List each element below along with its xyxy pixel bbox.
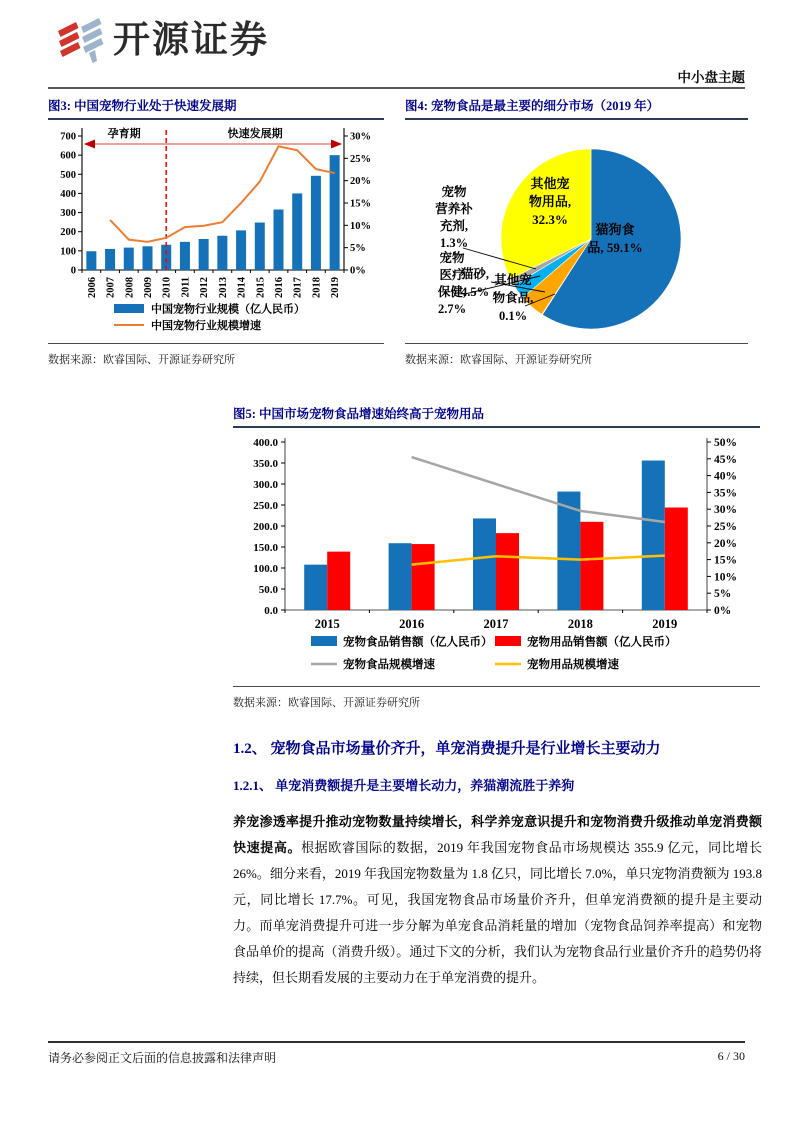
svg-text:15%: 15% <box>350 198 371 210</box>
svg-text:0: 0 <box>70 265 76 277</box>
svg-text:0%: 0% <box>714 605 732 617</box>
svg-text:2010: 2010 <box>161 277 173 298</box>
body-paragraph <box>233 809 762 991</box>
svg-text:中国宠物行业规模增速: 中国宠物行业规模增速 <box>151 320 261 332</box>
svg-text:45%: 45% <box>714 453 737 466</box>
paragraph-rest: 根据欧睿国际的数据，2019 年我国宠物食品市场规模达 355.9 亿元，同比增长 26%。细分来看，2019 年我国宠物数量为 1.8 亿只，同比增长 7.0%，单只宠物消费额为 193.8 元，同比增长 17.7%。可见，我国宠物食品市场量价齐升，但单宠消费额的提升是主要动力。而单宠消费提升可进一步分解为单宠食品消耗量的增加（宠物食品饲养率提高）和宠物食品单价的提高（消费升级）。通过下文的分析，我们认为宠物食品行业量价齐升的趋势仍将持续，但长期看发展的主要动力在于单宠消费的提升。 <box>233 840 762 985</box>
svg-text:2011: 2011 <box>180 277 192 298</box>
svg-text:0.1%: 0.1% <box>498 309 528 323</box>
figure-3-source: 数据来源：欧睿国际、开源证券研究所 <box>48 343 384 367</box>
svg-text:2013: 2013 <box>217 277 229 298</box>
svg-text:猫砂,: 猫砂, <box>460 267 490 281</box>
svg-text:20%: 20% <box>350 176 371 188</box>
svg-text:物食品,: 物食品, <box>492 291 534 305</box>
footer-page-number: 6 / 30 <box>717 1049 745 1063</box>
svg-text:2008: 2008 <box>124 277 136 298</box>
figure-4-title: 图4: 宠物食品是最主要的细分市场（2019 年） <box>405 95 748 120</box>
fig5-chart <box>233 430 760 683</box>
svg-text:100.0: 100.0 <box>253 563 278 575</box>
header-rule <box>48 87 745 89</box>
svg-text:2009: 2009 <box>143 277 154 298</box>
svg-text:宠物: 宠物 <box>441 185 467 199</box>
svg-text:宠物食品销售额（亿人民币）: 宠物食品销售额（亿人民币） <box>343 636 493 649</box>
svg-text:充剂,: 充剂, <box>439 219 469 233</box>
svg-text:200.0: 200.0 <box>253 521 278 533</box>
svg-text:2012: 2012 <box>199 277 211 298</box>
svg-text:10%: 10% <box>714 571 737 584</box>
svg-text:400: 400 <box>60 188 76 200</box>
svg-text:2.7%: 2.7% <box>437 302 467 316</box>
figure-4-source: 数据来源：欧睿国际、开源证券研究所 <box>405 343 748 367</box>
svg-text:150.0: 150.0 <box>253 542 278 554</box>
svg-text:2016: 2016 <box>399 617 425 631</box>
svg-text:2018: 2018 <box>567 617 593 631</box>
svg-text:快速发展期: 快速发展期 <box>227 128 283 140</box>
svg-text:600: 600 <box>60 150 76 162</box>
brand-logo-icon <box>56 14 104 64</box>
svg-text:25%: 25% <box>714 521 737 533</box>
svg-text:2006: 2006 <box>86 277 98 298</box>
svg-text:10%: 10% <box>350 220 371 232</box>
figure-4 <box>405 95 748 367</box>
fig4-pie-chart <box>405 122 748 340</box>
svg-text:其他宠: 其他宠 <box>530 176 570 191</box>
figure-3 <box>48 95 384 367</box>
svg-text:物用品,: 物用品, <box>528 194 572 209</box>
svg-text:40%: 40% <box>714 470 737 483</box>
svg-text:2015: 2015 <box>255 277 267 298</box>
svg-text:30%: 30% <box>714 504 737 517</box>
svg-text:200: 200 <box>60 227 76 239</box>
svg-text:2019: 2019 <box>330 277 342 298</box>
svg-text:猫狗食: 猫狗食 <box>595 222 635 237</box>
svg-text:2019: 2019 <box>652 617 678 631</box>
svg-text:400.0: 400.0 <box>253 437 278 449</box>
svg-text:700: 700 <box>60 131 76 143</box>
svg-text:其他宠: 其他宠 <box>494 273 532 287</box>
svg-text:宠物: 宠物 <box>439 251 465 265</box>
svg-text:500: 500 <box>60 169 76 181</box>
svg-text:2016: 2016 <box>274 277 285 298</box>
brand-logo <box>56 14 269 64</box>
section-heading-1-2: 1.2、 宠物食品市场量价齐升，单宠消费提升是行业增长主要动力 <box>233 741 661 757</box>
svg-text:2017: 2017 <box>292 277 304 298</box>
paragraph-lead-bold: 养宠渗透率提升推动宠物数量持续增长，科学养宠意识提升和宠物消费升级推动单宠消费额快速提高。 <box>233 814 762 855</box>
svg-text:宠物用品销售额（亿人民币）: 宠物用品销售额（亿人民币） <box>527 636 677 649</box>
figure-5-title: 图5: 中国市场宠物食品增速始终高于宠物用品 <box>233 403 760 428</box>
figure-row <box>48 95 748 367</box>
figure-5 <box>233 403 760 710</box>
svg-text:1.3%: 1.3% <box>439 236 469 250</box>
svg-text:50%: 50% <box>714 437 737 449</box>
svg-text:100: 100 <box>60 246 76 258</box>
svg-text:2007: 2007 <box>105 277 117 298</box>
section-heading-1-2-1: 1.2.1、 单宠消费额提升是主要增长动力，养猫潮流胜于养狗 <box>233 778 575 793</box>
svg-text:0%: 0% <box>350 265 366 277</box>
svg-text:15%: 15% <box>714 554 737 567</box>
svg-text:2017: 2017 <box>483 617 509 631</box>
svg-text:宠物用品规模增速: 宠物用品规模增速 <box>527 659 619 671</box>
figure-5-source: 数据来源：欧睿国际、开源证券研究所 <box>233 686 760 710</box>
svg-text:2015: 2015 <box>314 617 340 631</box>
svg-text:4.5%: 4.5% <box>460 285 490 299</box>
svg-text:中国宠物行业规模（亿人民币）: 中国宠物行业规模（亿人民币） <box>151 303 305 316</box>
svg-text:5%: 5% <box>350 243 366 255</box>
svg-text:50.0: 50.0 <box>258 584 278 596</box>
svg-text:25%: 25% <box>350 153 371 165</box>
svg-text:孕育期: 孕育期 <box>107 128 141 140</box>
svg-text:30%: 30% <box>350 131 371 143</box>
svg-text:0.0: 0.0 <box>264 605 278 617</box>
page-footer <box>48 1041 745 1066</box>
svg-text:32.3%: 32.3% <box>532 212 568 227</box>
brand-name: 开源证券 <box>113 18 269 60</box>
svg-text:5%: 5% <box>714 588 732 601</box>
footer-disclaimer: 请务必参阅正文后面的信息披露和法律声明 <box>48 1051 277 1065</box>
svg-text:营养补: 营养补 <box>435 202 473 216</box>
svg-text:医疗: 医疗 <box>439 268 465 282</box>
svg-text:保健,: 保健, <box>437 285 467 299</box>
body-text-block <box>233 737 762 991</box>
fig3-chart <box>48 122 384 340</box>
svg-text:35%: 35% <box>714 487 737 500</box>
svg-text:品, 59.1%: 品, 59.1% <box>587 240 643 255</box>
svg-text:2018: 2018 <box>311 277 323 298</box>
svg-text:250.0: 250.0 <box>253 500 278 512</box>
figure-3-title: 图3: 中国宠物行业处于快速发展期 <box>48 95 384 120</box>
svg-text:20%: 20% <box>714 537 737 550</box>
svg-text:350.0: 350.0 <box>253 458 278 470</box>
svg-text:300: 300 <box>60 208 76 220</box>
svg-text:2014: 2014 <box>236 277 248 298</box>
report-topic: 中小盘主题 <box>677 70 745 85</box>
svg-text:宠物食品规模增速: 宠物食品规模增速 <box>343 659 435 671</box>
svg-text:300.0: 300.0 <box>253 479 278 491</box>
